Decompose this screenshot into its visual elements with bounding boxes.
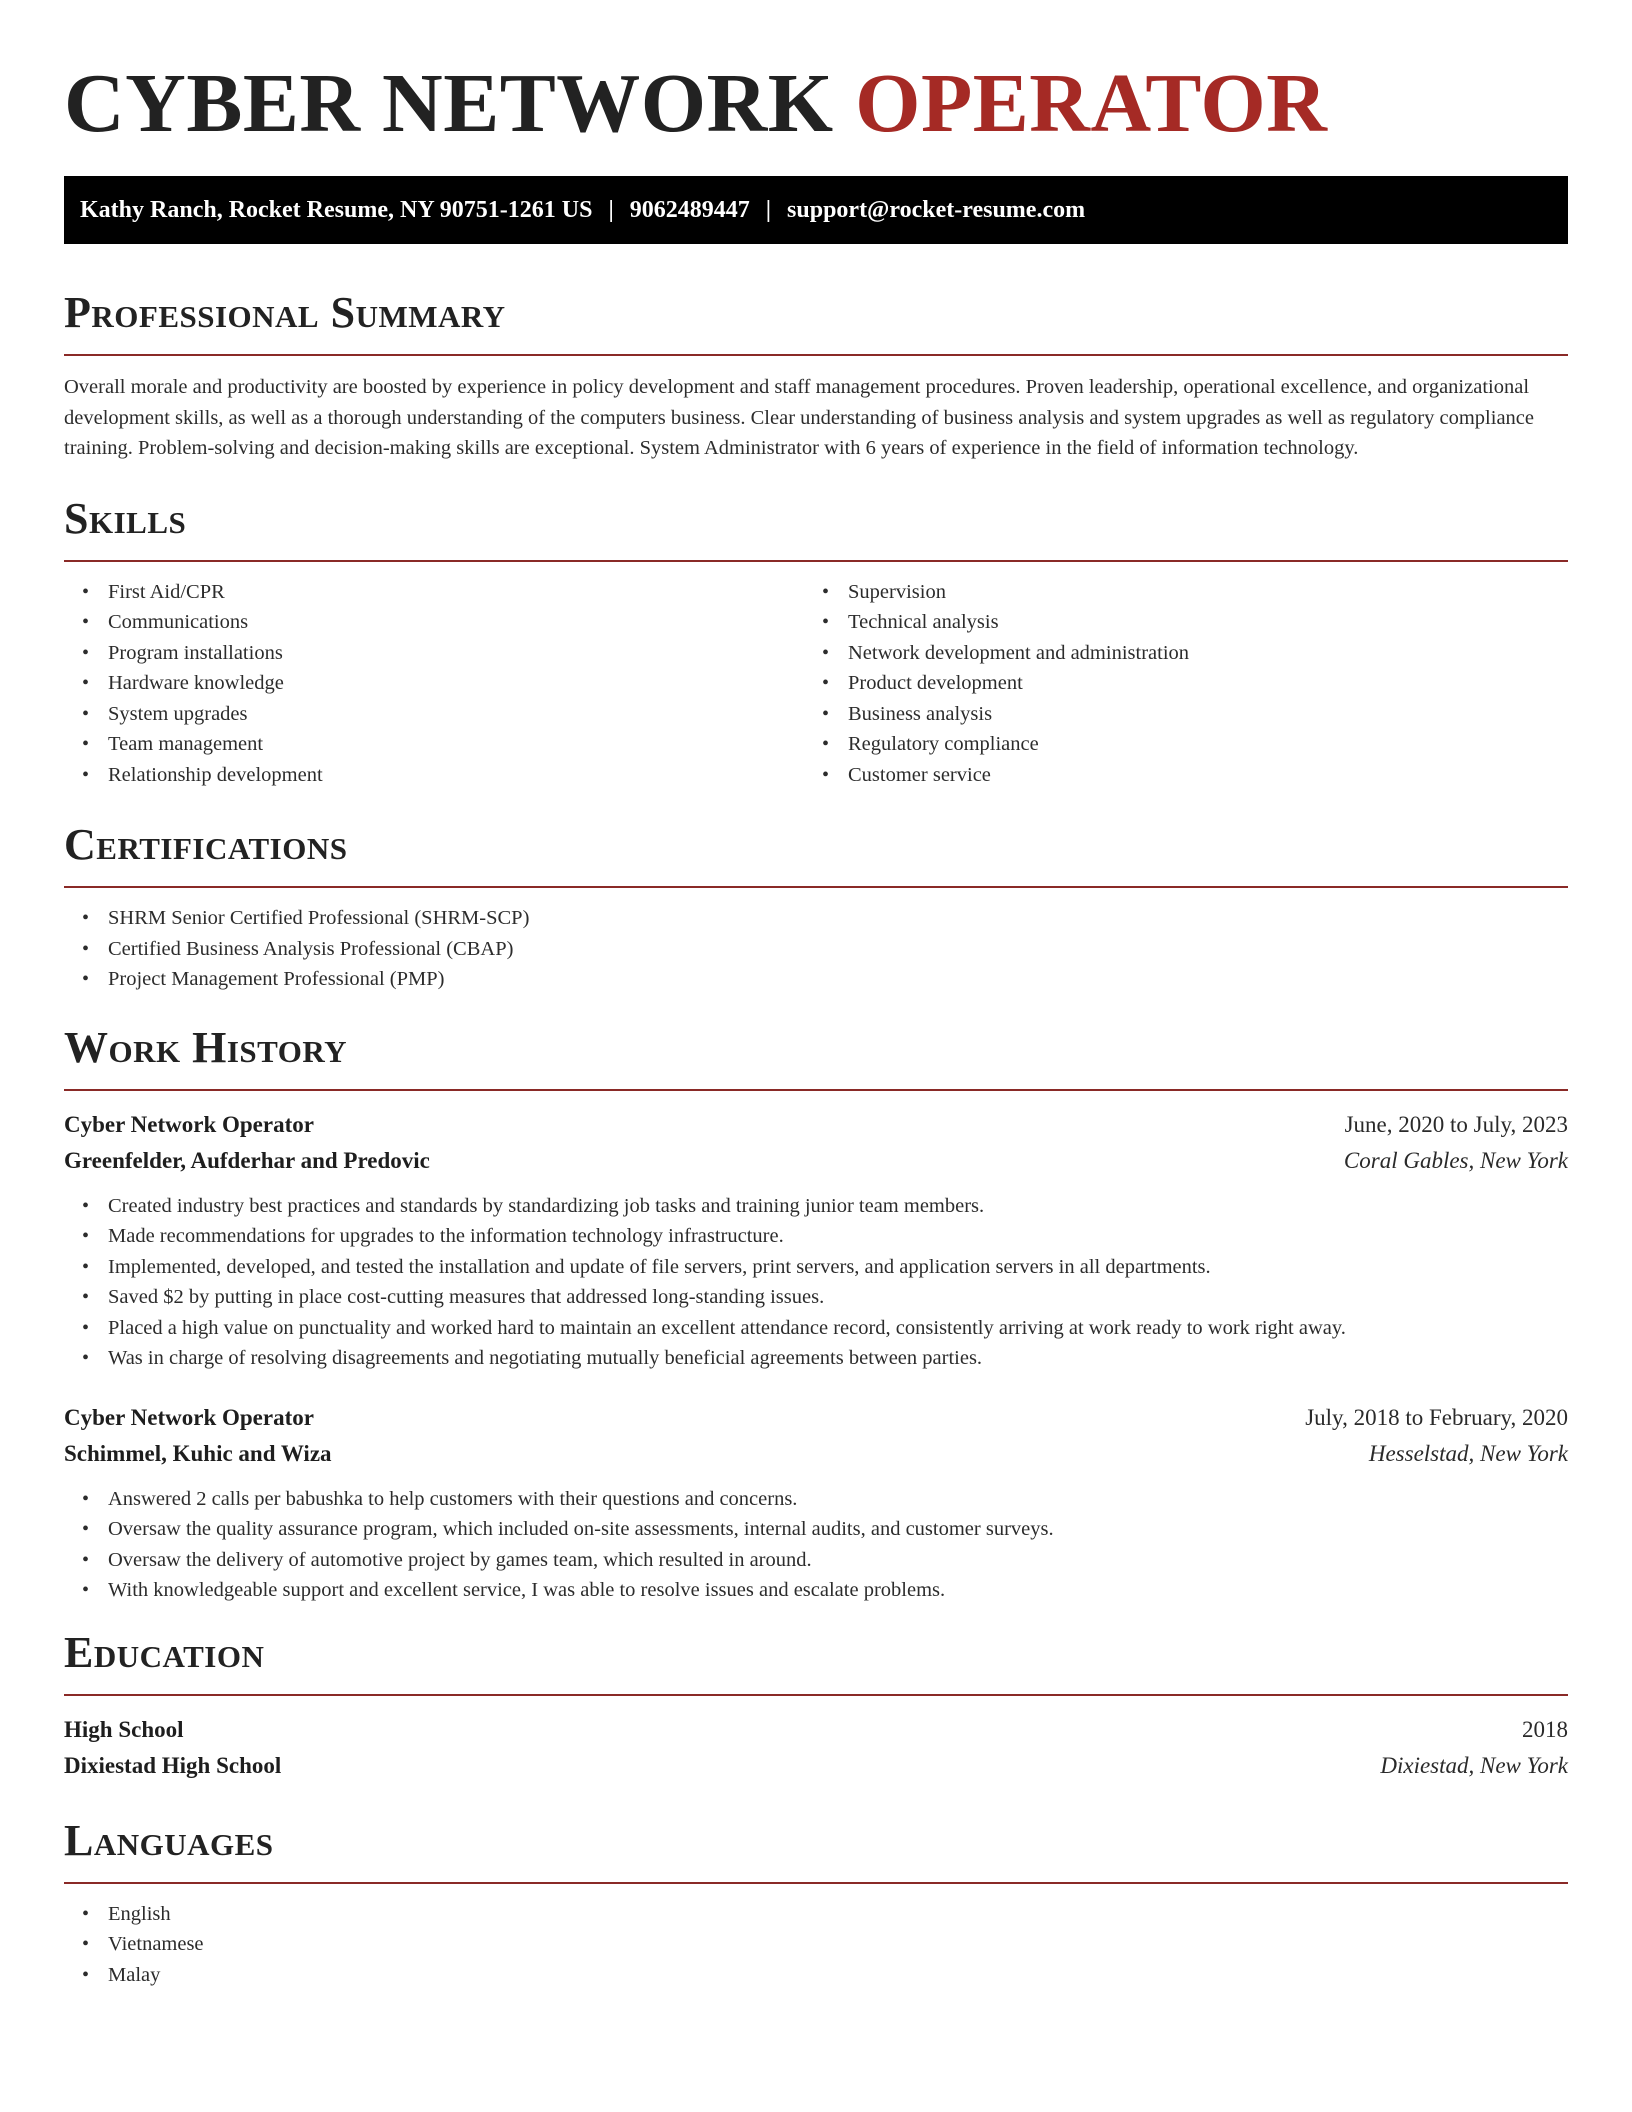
education-entry [64, 1712, 1568, 1784]
job-bullet: • Was in charge of resolving disagreements and negotiating mutually beneficial agreements between parties. [64, 1343, 1568, 1374]
skill-item: • First Aid/CPR [64, 577, 804, 608]
certifications-section [64, 820, 1568, 995]
contact-separator: | [765, 196, 772, 223]
job-entry [64, 1107, 1568, 1374]
job-bullet: • With knowledgeable support and excellent service, I was able to resolve issues and escalate problems. [64, 1575, 1568, 1606]
job-bullet: • Oversaw the quality assurance program, which included on-site assessments, internal audits, and customer surveys. [64, 1514, 1568, 1545]
resume-title [64, 0, 1568, 176]
contact-separator: | [608, 196, 614, 223]
skill-item: • Product development [804, 668, 1544, 699]
job-bullet: • Oversaw the delivery of automotive project by games team, which resulted in around. [64, 1545, 1568, 1576]
contact-bar [64, 176, 1568, 244]
skills-grid [64, 577, 1568, 791]
job-bullets [64, 1191, 1568, 1374]
skill-item: • Technical analysis [804, 607, 1544, 638]
job-dates: June, 2020 to July, 2023 [1344, 1111, 1568, 1137]
contact-address: Kathy Ranch, Rocket Resume, NY 90751-1261 US [80, 196, 593, 223]
section-divider [64, 354, 1568, 356]
education-section [64, 1628, 1568, 1784]
certification-item: • Project Management Professional (PMP) [64, 964, 1568, 995]
skills-list-left [64, 577, 804, 791]
job-header-row [64, 1107, 1568, 1143]
section-divider [64, 886, 1568, 888]
title-main: CYBER NETWORK [64, 57, 834, 150]
certification-item: • SHRM Senior Certified Professional (SHRM-SCP) [64, 903, 1568, 934]
languages-section [64, 1816, 1568, 1991]
job-bullet: • Saved $2 by putting in place cost-cutting measures that addressed long-standing issues. [64, 1282, 1568, 1313]
work-history-heading: Work History [64, 1022, 348, 1072]
skill-item: • Relationship development [64, 760, 804, 791]
skill-item: • Network development and administration [804, 638, 1544, 669]
summary-section [64, 288, 1568, 464]
skill-item: • Team management [64, 729, 804, 760]
skill-item: • Supervision [804, 577, 1544, 608]
job-location: Hesselstad, New York [1368, 1440, 1568, 1466]
job-bullet: • Created industry best practices and standards by standardizing job tasks and training junior team members. [64, 1191, 1568, 1222]
summary-text: Overall morale and productivity are boosted by experience in policy development and staff management procedures. Proven leadership, operational excellence, and organizational development skills, as well as a thorough understanding of the computers business. Clear understanding of business analysis and system upgrades as well as regulatory compliance training. Problem-solving and decision-making skills are exceptional. System Administrator with 6 years of experience in the field of information technology. [64, 376, 1534, 459]
job-bullet: • Implemented, developed, and tested the installation and update of file servers, print servers, and application servers in all departments. [64, 1252, 1568, 1283]
certifications-heading: Certifications [64, 820, 348, 869]
languages-list [64, 1899, 1568, 1991]
language-item: • Vietnamese [64, 1929, 1568, 1960]
section-divider [64, 1089, 1568, 1091]
summary-heading: Professional Summary [64, 288, 506, 337]
job-dates: July, 2018 to February, 2020 [1305, 1404, 1568, 1430]
job-company: Greenfelder, Aufderhar and Predovic [64, 1147, 430, 1173]
job-bullet: • Answered 2 calls per babushka to help customers with their questions and concerns. [64, 1484, 1568, 1515]
education-heading: Education [64, 1627, 265, 1677]
job-company: Schimmel, Kuhic and Wiza [64, 1440, 332, 1466]
languages-heading: Languages [64, 1815, 274, 1865]
skill-item: • Business analysis [804, 699, 1544, 730]
job-entry [64, 1400, 1568, 1606]
skill-item: • Hardware knowledge [64, 668, 804, 699]
education-school: Dixiestad High School [64, 1752, 282, 1778]
skill-item: • Program installations [64, 638, 804, 669]
skills-section [64, 494, 1568, 791]
job-location: Coral Gables, New York [1343, 1147, 1568, 1173]
skills-heading: Skills [64, 493, 187, 543]
section-divider [64, 560, 1568, 562]
section-divider [64, 1694, 1568, 1696]
skill-item: • Regulatory compliance [804, 729, 1544, 760]
job-company-row [64, 1436, 1568, 1472]
education-location: Dixiestad, New York [1380, 1752, 1568, 1778]
skill-item: • System upgrades [64, 699, 804, 730]
job-bullets [64, 1484, 1568, 1606]
skill-item: • Communications [64, 607, 804, 638]
contact-phone: 9062489447 [629, 196, 750, 223]
section-divider [64, 1882, 1568, 1884]
job-header-row [64, 1400, 1568, 1436]
language-item: • Malay [64, 1960, 1568, 1991]
job-bullet: • Placed a high value on punctuality and worked hard to maintain an excellent attendance record, consistently arriving at work ready to work right away. [64, 1313, 1568, 1344]
education-degree: High School [64, 1716, 184, 1742]
job-company-row [64, 1143, 1568, 1179]
language-item: • English [64, 1899, 1568, 1930]
job-title: Cyber Network Operator [64, 1111, 314, 1137]
certification-item: • Certified Business Analysis Professional (CBAP) [64, 934, 1568, 965]
certifications-list [64, 903, 1568, 995]
title-accent: OPERATOR [855, 57, 1328, 150]
skills-list-right [804, 577, 1544, 791]
education-year: 2018 [1522, 1716, 1568, 1742]
work-history-section [64, 1023, 1568, 1606]
job-bullet: • Made recommendations for upgrades to the information technology infrastructure. [64, 1221, 1568, 1252]
education-school-row [64, 1748, 1568, 1784]
education-degree-row [64, 1712, 1568, 1748]
skill-item: • Customer service [804, 760, 1544, 791]
job-title: Cyber Network Operator [64, 1404, 314, 1430]
contact-email: support@rocket-resume.com [787, 196, 1086, 223]
